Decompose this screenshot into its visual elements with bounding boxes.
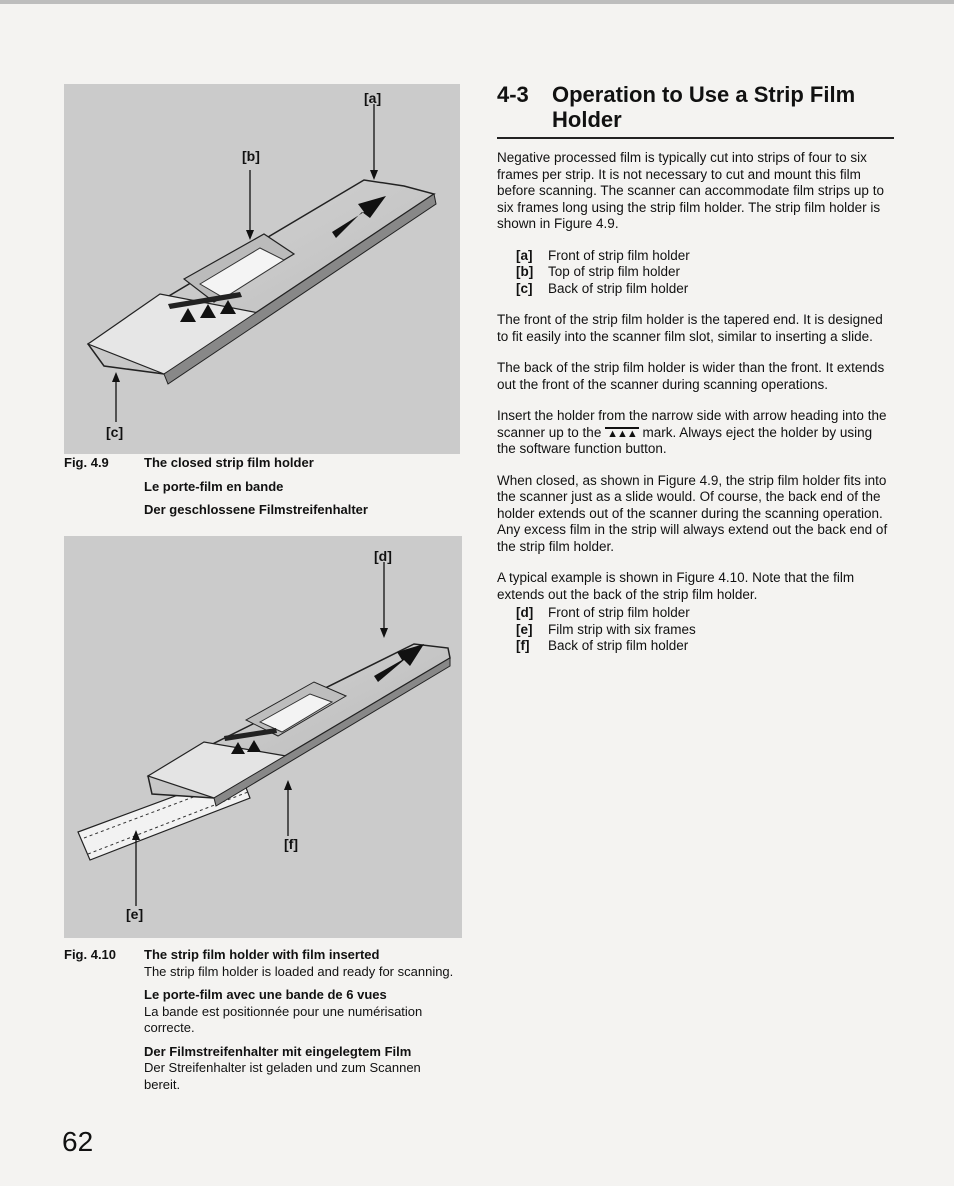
caption-de: Der geschlossene Filmstreifenhalter xyxy=(144,502,368,517)
page-number: 62 xyxy=(62,1126,94,1157)
paragraph-front: The front of the strip film holder is the tapered end. It is designed to fit easily into the scanner film slot, similar to inserting a slide. xyxy=(497,312,883,344)
callout-b: [b] xyxy=(242,148,260,164)
list-item: [f] Back of strip film holder xyxy=(516,638,689,653)
figure-4-10-caption xyxy=(64,947,464,1107)
paragraph-example: A typical example is shown in Figure 4.10. Note that the film extends out the back of the strip film holder. xyxy=(497,570,855,602)
caption-en: The closed strip film holder xyxy=(144,455,314,470)
callout-list-fig-4-9 xyxy=(497,248,894,298)
caption-fr-body: La bande est positionnée pour une numérisation correcte. xyxy=(144,1003,423,1035)
caption-fr-title: Le porte-film avec une bande de 6 vues xyxy=(144,987,387,1002)
list-item: [d] Front of strip film holder xyxy=(516,605,690,620)
strip-holder-with-film-illustration xyxy=(64,536,462,938)
section-title: Operation to Use a Strip Film Holder xyxy=(552,82,856,132)
paragraph-intro: Negative processed film is typically cut into strips of four to six frames per strip. It is not necessary to cut and mount this film before scanning. The scanner can accommodate film strips up to six frames long using the strip film holder. The strip film holder is shown in Figure 4.9. xyxy=(497,150,884,231)
figure-4-10-photo xyxy=(64,536,462,938)
body-text xyxy=(497,150,894,670)
caption-en-body: The strip film holder is loaded and ready for scanning. xyxy=(144,963,454,979)
paragraph-closed: When closed, as shown in Figure 4.9, the strip film holder fits into the scanner just as a slide would. Of course, the back end of the holder extends out of the scanner during the scanning operation. Any excess film in the strip will always extend out the back end of the strip film holder. xyxy=(497,472,888,554)
strip-holder-closed-illustration xyxy=(64,84,460,454)
figure-4-9-label: Fig. 4.9 xyxy=(64,455,109,470)
caption-fr: Le porte-film en bande xyxy=(144,478,284,494)
list-item: [b] Top of strip film holder xyxy=(516,264,681,279)
callout-f: [f] xyxy=(284,836,298,852)
list-item: [a] Front of strip film holder xyxy=(516,247,690,263)
callout-e: [e] xyxy=(126,906,144,922)
top-border-line xyxy=(0,0,954,4)
triangle-mark-icon: ▲▲▲ xyxy=(607,427,637,440)
figure-4-10-label: Fig. 4.10 xyxy=(64,947,117,962)
callout-c: [c] xyxy=(106,424,124,440)
caption-en-title: The strip film holder with film inserted xyxy=(144,947,380,962)
figure-4-9-caption xyxy=(64,455,464,519)
paragraph-insert: Insert the holder from the narrow side with arrow heading into the scanner up to the ▲▲▲ mark. Always eject the holder by using the software function button. xyxy=(497,408,887,456)
caption-de-title: Der Filmstreifenhalter mit eingelegtem Film xyxy=(144,1043,412,1059)
list-item: [e] Film strip with six frames xyxy=(516,621,696,637)
list-item: [c] Back of strip film holder xyxy=(516,280,689,296)
callout-a: [a] xyxy=(364,90,382,106)
section-number: 4-3 xyxy=(497,82,529,107)
callout-d: [d] xyxy=(374,548,392,564)
paragraph-back: The back of the strip film holder is wider than the front. It extends out the front of the scanner during scanning operations. xyxy=(497,360,885,392)
figure-4-9-photo xyxy=(64,84,460,454)
callout-list-fig-4-10 xyxy=(497,605,894,655)
heading-rule xyxy=(497,137,894,139)
caption-de-body: Der Streifenhalter ist geladen und zum Scannen bereit. xyxy=(144,1060,421,1092)
